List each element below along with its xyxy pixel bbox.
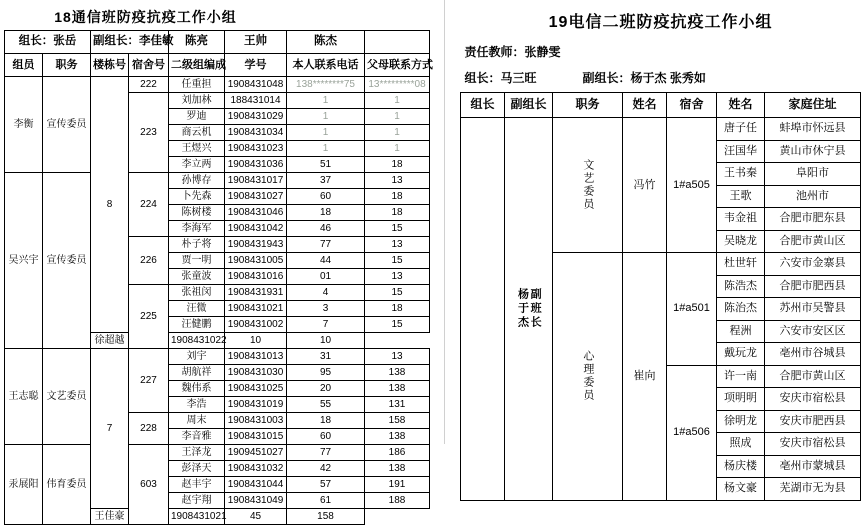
left-col-duty: 职务 — [43, 54, 91, 77]
left-name: 刘宇 — [169, 349, 225, 365]
left-col-subgroup: 二级组编成 — [169, 54, 225, 77]
left-room-0-0: 222 — [129, 77, 169, 93]
left-parent: 138 — [365, 429, 430, 445]
left-sid: 1908431019 — [225, 397, 287, 413]
left-sid: 1908431027 — [225, 189, 287, 205]
left-parent: 15 — [365, 221, 430, 237]
left-header-row — [5, 54, 430, 77]
left-parent: 138 — [365, 365, 430, 381]
left-name: 李音雅 — [169, 429, 225, 445]
left-name: 胡航祥 — [169, 365, 225, 381]
right-student-name: 戴玩龙 — [717, 343, 765, 366]
right-address: 阜阳市 — [765, 163, 861, 186]
left-name: 任重担 — [169, 77, 225, 93]
left-col-room: 宿舍号 — [129, 54, 169, 77]
panel-divider — [444, 0, 445, 444]
left-phone: 18 — [287, 413, 365, 429]
left-deputy-2: 王帅 — [225, 31, 287, 54]
right-col-name: 姓名 — [623, 93, 667, 118]
right-student-name: 徐明龙 — [717, 410, 765, 433]
left-phone: 1 — [287, 125, 365, 141]
right-student-name: 杜世轩 — [717, 253, 765, 276]
left-name: 贾一明 — [169, 253, 225, 269]
table-row — [5, 349, 430, 365]
left-name: 刘加林 — [169, 93, 225, 109]
left-col-parent: 父母联系方式 — [365, 54, 430, 77]
left-room-0-1: 223 — [129, 93, 169, 173]
right-student-name: 吴晓龙 — [717, 230, 765, 253]
left-parent: 15 — [365, 285, 430, 301]
table-row — [5, 445, 430, 461]
right-table-panel — [452, 0, 866, 495]
left-title-row — [5, 4, 430, 31]
right-address: 池州市 — [765, 185, 861, 208]
left-sid: 1908431036 — [225, 157, 287, 173]
right-address: 合肥市肥东县 — [765, 208, 861, 231]
right-student-name: 杨庆楼 — [717, 455, 765, 478]
left-sid: 1908431049 — [225, 493, 287, 509]
left-sid: 1908431029 — [225, 109, 287, 125]
right-leader-cell — [461, 118, 505, 501]
left-room-1-2: 225 — [129, 285, 169, 349]
left-duty-2: 文艺委员 — [43, 349, 91, 445]
left-parent: 158 — [365, 413, 430, 429]
left-name: 赵丰宇 — [169, 477, 225, 493]
left-phone: 57 — [287, 477, 365, 493]
left-parent: 15 — [365, 253, 430, 269]
left-name: 商云机 — [169, 125, 225, 141]
right-leader-row — [461, 66, 861, 93]
left-phone: 95 — [287, 365, 365, 381]
right-address: 合肥市黄山区 — [765, 365, 861, 388]
left-name: 陈树楼 — [169, 205, 225, 221]
left-member-2: 王志聪 — [5, 349, 43, 445]
right-header-row — [461, 93, 861, 118]
left-phone: 1 — [287, 141, 365, 157]
right-duty-1: 心理委员 — [553, 253, 623, 501]
left-name: 王泽龙 — [169, 445, 225, 461]
left-phone: 10 — [225, 333, 287, 349]
right-address: 六安市金寨县 — [765, 253, 861, 276]
left-name: 孙博存 — [169, 173, 225, 189]
right-address: 蚌埠市怀远县 — [765, 118, 861, 141]
left-sid: 1908431013 — [225, 349, 287, 365]
right-col-leader: 组长 — [461, 93, 505, 118]
right-student-name: 汪国华 — [717, 140, 765, 163]
left-phone: 46 — [287, 221, 365, 237]
left-parent: 13 — [365, 349, 430, 365]
left-parent: 10 — [287, 333, 365, 349]
right-leader: 组长：马三旺 — [464, 71, 537, 86]
left-phone: 1 — [287, 93, 365, 109]
right-title-row — [461, 6, 861, 40]
left-col-sid: 学号 — [225, 54, 287, 77]
left-room-3-0: 603 — [129, 445, 169, 525]
right-col-duty: 职务 — [553, 93, 623, 118]
left-parent: 1 — [365, 109, 430, 125]
right-dorm-1: 1#a501 — [667, 253, 717, 366]
right-col-dorm: 宿舍 — [667, 93, 717, 118]
left-phone: 138********75 — [287, 77, 365, 93]
right-deputy-cell: 副班长 杨于杰 — [505, 118, 553, 501]
right-address: 亳州市谷城县 — [765, 343, 861, 366]
left-phone: 60 — [287, 189, 365, 205]
left-sid: 1908431048 — [225, 77, 287, 93]
left-deputy-3: 陈杰 — [287, 31, 365, 54]
left-name: 张祖闵 — [169, 285, 225, 301]
left-parent: 1 — [365, 93, 430, 109]
left-name: 赵宇翔 — [169, 493, 225, 509]
left-deputy-1: 陈亮 — [169, 31, 225, 54]
left-sid: 1908431005 — [225, 253, 287, 269]
right-address: 苏州市吴警县 — [765, 298, 861, 321]
left-sid: 1908431025 — [225, 381, 287, 397]
left-name: 罗迪 — [169, 109, 225, 125]
left-member-1: 吴兴宇 — [5, 173, 43, 349]
right-student-name: 王书秦 — [717, 163, 765, 186]
left-phone: 51 — [287, 157, 365, 173]
left-parent: 188 — [365, 493, 430, 509]
right-address: 黄山市休宁县 — [765, 140, 861, 163]
left-duty-1: 宣传委员 — [43, 173, 91, 349]
left-parent: 18 — [365, 157, 430, 173]
right-student-name: 韦金祖 — [717, 208, 765, 231]
right-col-student-name: 姓名 — [717, 93, 765, 118]
left-name: 汪健鹏 — [169, 317, 225, 333]
left-member-0: 李衡 — [5, 77, 43, 173]
left-sid: 1908431943 — [225, 237, 287, 253]
right-address: 安庆市宿松县 — [765, 433, 861, 456]
left-parent: 1 — [365, 141, 430, 157]
left-sid: 1908431931 — [225, 285, 287, 301]
left-sid: 1908431015 — [225, 429, 287, 445]
left-name: 李海军 — [169, 221, 225, 237]
left-phone: 31 — [287, 349, 365, 365]
left-room-2-0: 227 — [129, 349, 169, 413]
left-parent: 1 — [365, 125, 430, 141]
left-sid: 1908431046 — [225, 205, 287, 221]
right-dorm-0: 1#a505 — [667, 118, 717, 253]
left-name: 卜先森 — [169, 189, 225, 205]
table-row — [461, 118, 861, 141]
left-phone: 37 — [287, 173, 365, 189]
right-address: 六安市安区区 — [765, 320, 861, 343]
left-phone: 77 — [287, 445, 365, 461]
left-table-panel — [0, 0, 434, 522]
left-sid: 1908431023 — [225, 141, 287, 157]
left-phone: 45 — [225, 509, 287, 525]
left-phone: 55 — [287, 397, 365, 413]
right-student-name: 项明明 — [717, 388, 765, 411]
table-row — [5, 173, 430, 189]
left-building-0: 8 — [91, 77, 129, 333]
left-room-1-0: 224 — [129, 173, 169, 237]
left-room-2-1: 228 — [129, 413, 169, 445]
left-title: 18通信班防疫抗疫工作小组 — [54, 8, 237, 25]
right-name-0: 冯竹 — [623, 118, 667, 253]
left-phone: 18 — [287, 205, 365, 221]
left-name: 王佳豪 — [91, 509, 129, 525]
left-parent: 13*********08 — [365, 77, 430, 93]
left-sid: 1908431002 — [225, 317, 287, 333]
left-phone: 01 — [287, 269, 365, 285]
right-address: 亳州市蒙城县 — [765, 455, 861, 478]
right-address: 安庆市宿松县 — [765, 388, 861, 411]
right-address: 芜湖市无为县 — [765, 478, 861, 501]
left-parent: 186 — [365, 445, 430, 461]
left-phone: 3 — [287, 301, 365, 317]
right-col-deputy: 副组长 — [505, 93, 553, 118]
left-sid: 188431014 — [225, 93, 287, 109]
left-phone: 77 — [287, 237, 365, 253]
left-parent: 158 — [287, 509, 365, 525]
left-col-building: 楼栋号 — [91, 54, 129, 77]
left-phone: 4 — [287, 285, 365, 301]
left-sid: 1909451027 — [225, 445, 287, 461]
left-room-1-1: 226 — [129, 237, 169, 285]
right-teacher-row — [461, 40, 861, 66]
right-student-name: 陈浩杰 — [717, 275, 765, 298]
left-phone: 7 — [287, 317, 365, 333]
left-building-2: 7 — [91, 349, 129, 509]
left-name: 王煜兴 — [169, 141, 225, 157]
left-sid: 1908431032 — [225, 461, 287, 477]
right-student-name: 唐子任 — [717, 118, 765, 141]
right-address: 合肥市肥西县 — [765, 275, 861, 298]
right-teacher: 责任教师：张静雯 — [464, 45, 561, 60]
left-phone: 61 — [287, 493, 365, 509]
left-sid: 1908431021 — [169, 509, 225, 525]
right-address: 合肥市黄山区 — [765, 230, 861, 253]
left-phone: 60 — [287, 429, 365, 445]
left-sid: 1908431017 — [225, 173, 287, 189]
left-sid: 1908431016 — [225, 269, 287, 285]
left-sid: 1908431021 — [225, 301, 287, 317]
left-col-member: 组员 — [5, 54, 43, 77]
left-parent: 13 — [365, 237, 430, 253]
left-phone: 42 — [287, 461, 365, 477]
right-student-name: 陈治杰 — [717, 298, 765, 321]
left-member-3: 汞展阳 — [5, 445, 43, 525]
left-leader: 组长：张岳 — [5, 31, 91, 54]
left-duty-3: 伟育委员 — [43, 445, 91, 525]
left-name: 李立两 — [169, 157, 225, 173]
left-parent: 131 — [365, 397, 430, 413]
left-parent: 13 — [365, 173, 430, 189]
left-name: 徐超越 — [91, 333, 129, 349]
right-address: 安庆市肥西县 — [765, 410, 861, 433]
left-parent: 191 — [365, 477, 430, 493]
left-name: 魏伟系 — [169, 381, 225, 397]
right-student-name: 杨文豪 — [717, 478, 765, 501]
left-parent: 13 — [365, 269, 430, 285]
left-sid: 1908431042 — [225, 221, 287, 237]
left-phone: 44 — [287, 253, 365, 269]
table-row — [5, 77, 430, 93]
right-duty-0: 文艺委员 — [553, 118, 623, 253]
left-roster-table — [4, 4, 434, 525]
right-student-name: 王歌 — [717, 185, 765, 208]
right-student-name: 程洲 — [717, 320, 765, 343]
left-name: 彭泽天 — [169, 461, 225, 477]
left-col-phone: 本人联系电话 — [287, 54, 365, 77]
right-student-name: 照成 — [717, 433, 765, 456]
left-phone: 20 — [287, 381, 365, 397]
left-sid: 1908431030 — [225, 365, 287, 381]
left-sid: 1908431044 — [225, 477, 287, 493]
left-duty-0: 宣传委员 — [43, 77, 91, 173]
left-name: 朴子将 — [169, 237, 225, 253]
left-parent: 138 — [365, 381, 430, 397]
left-sid: 1908431003 — [225, 413, 287, 429]
right-dorm-2: 1#a506 — [667, 365, 717, 500]
right-student-name: 许一南 — [717, 365, 765, 388]
right-roster-table — [460, 6, 861, 501]
left-sid: 1908431034 — [225, 125, 287, 141]
left-sid: 1908431022 — [169, 333, 225, 349]
left-leader-row — [5, 31, 430, 54]
right-name-1: 崔向 — [623, 253, 667, 501]
left-parent: 18 — [365, 205, 430, 221]
left-phone: 1 — [287, 109, 365, 125]
left-name: 李浩 — [169, 397, 225, 413]
left-name: 张童波 — [169, 269, 225, 285]
left-name: 周末 — [169, 413, 225, 429]
left-parent: 15 — [365, 317, 430, 333]
right-col-address: 家庭住址 — [765, 93, 861, 118]
left-parent: 18 — [365, 189, 430, 205]
left-name: 汪微 — [169, 301, 225, 317]
right-deputy: 副组长：杨于杰 张秀如 — [582, 71, 706, 86]
left-deputy: 副组长：李佳敏 — [91, 31, 169, 54]
left-parent: 138 — [365, 461, 430, 477]
right-title: 19电信二班防疫抗疫工作小组 — [548, 13, 773, 31]
left-parent: 18 — [365, 301, 430, 317]
